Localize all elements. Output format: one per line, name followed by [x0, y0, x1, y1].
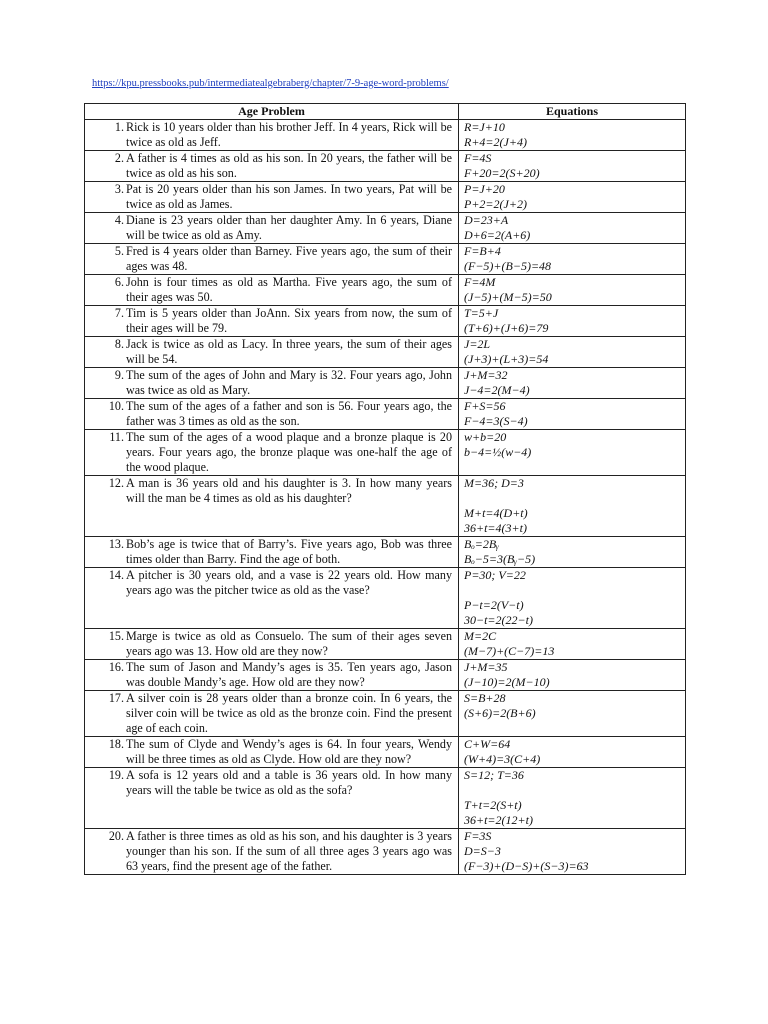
problem-text: Bob’s age is twice that of Barry’s. Five years ago, Bob was three times older than Barry. Find the age of both.	[126, 537, 452, 566]
problem-number: 18.	[108, 737, 124, 751]
table-row	[85, 768, 686, 829]
problem-text: Tim is 5 years older than JoAnn. Six years from now, the sum of their ages will be 79.	[126, 306, 452, 335]
equations-cell	[459, 399, 686, 430]
table-row	[85, 368, 686, 399]
problem-number: 8.	[114, 337, 124, 351]
equation: D+6=2(A+6)	[464, 228, 531, 242]
problem-text: A father is three times as old as his son, and his daughter is 3 years younger than his son. If the sum of all three ages 3 years ago was 63 years, find the present age of the father.	[126, 829, 452, 873]
table-row	[85, 430, 686, 476]
problem-cell	[85, 368, 459, 399]
problem-text: The sum of Jason and Mandy’s ages is 35. Ten years ago, Jason was double Mandy’s age. How old are they now?	[126, 660, 452, 689]
equations-cell	[459, 213, 686, 244]
problem-text: A pitcher is 30 years old, and a vase is 22 years old. How many years ago was the pitcher twice as old as the vase?	[126, 568, 452, 597]
equation: J−4=2(M−4)	[464, 383, 530, 397]
equation: M+t=4(D+t)	[464, 506, 528, 520]
equations-cell	[459, 737, 686, 768]
problem-text: Fred is 4 years older than Barney. Five years ago, the sum of their ages was 48.	[126, 244, 452, 273]
age-problems-table	[84, 103, 686, 875]
table-row	[85, 568, 686, 629]
equation	[464, 783, 685, 798]
equation: T=5+J	[464, 306, 499, 320]
problem-number: 10.	[108, 399, 124, 413]
equation: F=B+4	[464, 244, 501, 258]
equation: D=S−3	[464, 844, 501, 858]
table-row	[85, 213, 686, 244]
equation: J=2L	[464, 337, 491, 351]
table-row	[85, 829, 686, 875]
problem-cell	[85, 476, 459, 537]
table-row	[85, 275, 686, 306]
problem-number: 16.	[108, 660, 124, 674]
problem-cell	[85, 737, 459, 768]
problem-text: Jack is twice as old as Lacy. In three years, the sum of their ages will be 54.	[126, 337, 452, 366]
table-row	[85, 151, 686, 182]
equation: (F−5)+(B−5)=48	[464, 259, 552, 273]
problem-cell	[85, 568, 459, 629]
header-equations: Equations	[459, 104, 686, 120]
equations-cell	[459, 430, 686, 476]
problem-cell	[85, 629, 459, 660]
problem-text: The sum of the ages of John and Mary is 32. Four years ago, John was twice as old as Mary.	[126, 368, 452, 397]
problem-cell	[85, 275, 459, 306]
problem-cell	[85, 337, 459, 368]
equation: 30−t=2(22−t)	[464, 613, 533, 627]
problem-number: 4.	[114, 213, 124, 227]
table-row	[85, 337, 686, 368]
equation: D=23+A	[464, 213, 509, 227]
table-row	[85, 476, 686, 537]
problem-cell	[85, 829, 459, 875]
equations-cell	[459, 629, 686, 660]
equations-cell	[459, 368, 686, 399]
problem-text: John is four times as old as Martha. Five years ago, the sum of their ages was 50.	[126, 275, 452, 304]
table-row	[85, 737, 686, 768]
problem-cell	[85, 306, 459, 337]
problem-text: A sofa is 12 years old and a table is 36 years old. In how many years will the table be twice as old as the sofa?	[126, 768, 452, 797]
equation: J+M=35	[464, 660, 508, 674]
equation	[464, 491, 685, 506]
problem-number: 11.	[109, 430, 124, 444]
problem-text: Diane is 23 years older than her daughter Amy. In 6 years, Diane will be twice as old as Amy.	[126, 213, 452, 242]
equation: J+M=32	[464, 368, 508, 382]
problem-cell	[85, 151, 459, 182]
equations-cell	[459, 337, 686, 368]
problem-cell	[85, 244, 459, 275]
problem-number: 3.	[114, 182, 124, 196]
equation: P=J+20	[464, 182, 505, 196]
problem-cell	[85, 182, 459, 213]
problem-cell	[85, 430, 459, 476]
equation: M=36; D=3	[464, 476, 524, 490]
equation: w+b=20	[464, 430, 507, 444]
problem-number: 13.	[108, 537, 124, 551]
equations-cell	[459, 768, 686, 829]
problem-number: 5.	[114, 244, 124, 258]
table-row	[85, 306, 686, 337]
equations-cell	[459, 306, 686, 337]
equation: F+20=2(S+20)	[464, 166, 540, 180]
equation: P+2=2(J+2)	[464, 197, 527, 211]
equation: (M−7)+(C−7)=13	[464, 644, 555, 658]
problem-number: 7.	[114, 306, 124, 320]
table-row	[85, 660, 686, 691]
table-row	[85, 691, 686, 737]
problem-text: Rick is 10 years older than his brother Jeff. In 4 years, Rick will be twice as old as Jeff.	[126, 120, 452, 149]
equation: (F−3)+(D−S)+(S−3)=63	[464, 859, 589, 873]
equation: S=12; T=36	[464, 768, 524, 782]
problem-text: A silver coin is 28 years older than a bronze coin. In 6 years, the silver coin will be twice as old as the bronze coin. Find the present age of each coin.	[126, 691, 452, 735]
equations-cell	[459, 568, 686, 629]
equation	[464, 583, 685, 598]
problem-text: The sum of the ages of a wood plaque and a bronze plaque is 20 years. Four years ago, the bronze plaque was one-half the age of the wood plaque.	[126, 430, 452, 474]
equation: F=4M	[464, 275, 496, 289]
problem-cell	[85, 537, 459, 568]
equation: P=30; V=22	[464, 568, 526, 582]
equations-cell	[459, 537, 686, 568]
problem-text: Marge is twice as old as Consuelo. The sum of their ages seven years ago was 13. How old are they now?	[126, 629, 452, 658]
table-row	[85, 244, 686, 275]
equation: S=B+28	[464, 691, 506, 705]
problem-number: 12.	[108, 476, 124, 490]
problem-cell	[85, 660, 459, 691]
table-header-row	[85, 104, 686, 120]
equation: M=2C	[464, 629, 497, 643]
problem-text: Pat is 20 years older than his son James. In two years, Pat will be twice as old as James.	[126, 182, 452, 211]
source-link[interactable]: https://kpu.pressbooks.pub/intermediatealgebraberg/chapter/7-9-age-word-problems/	[92, 78, 449, 89]
equations-cell	[459, 660, 686, 691]
equation: (S+6)=2(B+6)	[464, 706, 536, 720]
problem-number: 17.	[108, 691, 124, 705]
problem-number: 15.	[108, 629, 124, 643]
equation: (J−5)+(M−5)=50	[464, 290, 552, 304]
problem-cell	[85, 213, 459, 244]
problem-number: 2.	[114, 151, 124, 165]
problem-cell	[85, 399, 459, 430]
equation: P−t=2(V−t)	[464, 598, 524, 612]
equations-cell	[459, 829, 686, 875]
equation: 36+t=2(12+t)	[464, 813, 533, 827]
equation: F=3S	[464, 829, 492, 843]
equations-cell	[459, 182, 686, 213]
equation: (T+6)+(J+6)=79	[464, 321, 549, 335]
equation: Bₒ−5=3(Bᵧ−5)	[464, 552, 536, 566]
problem-cell	[85, 691, 459, 737]
problem-text: A man is 36 years old and his daughter is 3. In how many years will the man be 4 times as old as his daughter?	[126, 476, 452, 505]
problem-text: The sum of Clyde and Wendy’s ages is 64. In four years, Wendy will be three times as old as Clyde. How old are they now?	[126, 737, 452, 766]
equation: b−4=½(w−4)	[464, 445, 532, 459]
problem-number: 1.	[114, 120, 124, 134]
problem-number: 9.	[114, 368, 124, 382]
table-row	[85, 537, 686, 568]
equations-cell	[459, 120, 686, 151]
equation: C+W=64	[464, 737, 511, 751]
problem-text: The sum of the ages of a father and son is 56. Four years ago, the father was 3 times as old as the son.	[126, 399, 452, 428]
equation: F+S=56	[464, 399, 506, 413]
problem-number: 14.	[108, 568, 124, 582]
equations-cell	[459, 691, 686, 737]
equation: 36+t=4(3+t)	[464, 521, 527, 535]
table-row	[85, 399, 686, 430]
table-row	[85, 182, 686, 213]
equations-cell	[459, 476, 686, 537]
table-row	[85, 120, 686, 151]
equations-cell	[459, 275, 686, 306]
equation: R+4=2(J+4)	[464, 135, 527, 149]
problem-number: 20.	[108, 829, 124, 843]
equation: Bₒ=2Bᵧ	[464, 537, 499, 551]
problem-cell	[85, 768, 459, 829]
problem-number: 6.	[114, 275, 124, 289]
equation: (J−10)=2(M−10)	[464, 675, 550, 689]
equation: (J+3)+(L+3)=54	[464, 352, 549, 366]
equations-cell	[459, 151, 686, 182]
header-age-problem: Age Problem	[85, 104, 459, 120]
table-body	[85, 120, 686, 875]
problem-text: A father is 4 times as old as his son. In 20 years, the father will be twice as old as his son.	[126, 151, 452, 180]
equation: (W+4)=3(C+4)	[464, 752, 541, 766]
equation: F−4=3(S−4)	[464, 414, 528, 428]
equation: R=J+10	[464, 120, 505, 134]
equations-cell	[459, 244, 686, 275]
problem-number: 19.	[108, 768, 124, 782]
table-row	[85, 629, 686, 660]
problem-cell	[85, 120, 459, 151]
equation: F=4S	[464, 151, 492, 165]
equation: T+t=2(S+t)	[464, 798, 522, 812]
